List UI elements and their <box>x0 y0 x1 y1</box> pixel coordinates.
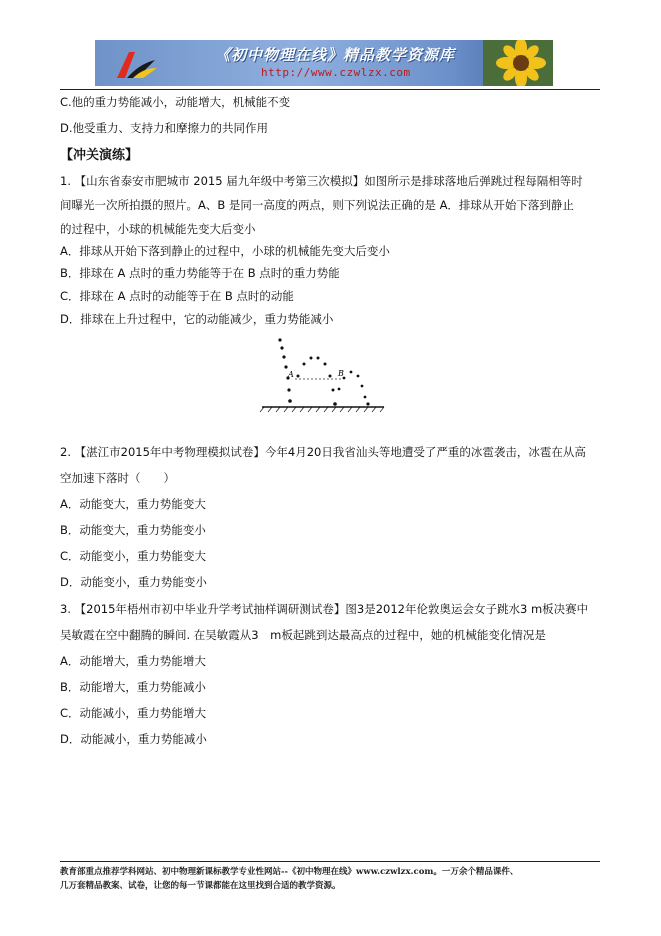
header-rule <box>60 89 600 90</box>
logo-icon <box>113 46 159 82</box>
label-a: A <box>288 370 294 379</box>
banner-title: 《初中物理在线》精品教学资源库 <box>215 46 456 64</box>
q2-stem-line-2: 空加速下落时（ ） <box>60 471 175 485</box>
q1-option-a: A．排球从开始下落到静止的过程中，小球的机械能先变大后变小 <box>60 244 390 258</box>
q1-option-d: D．排球在上升过程中，它的动能减少，重力势能减小 <box>60 312 334 326</box>
q3-option-d: D．动能减小，重力势能减小 <box>60 732 207 746</box>
q2-stem-line-1: 2. 【湛江市2015年中考物理模拟试卷】今年4月20日我省汕头等地遭受了严重的冰雹袭击，冰雹在从高 <box>60 445 586 459</box>
footer-rule <box>60 861 600 862</box>
option-d-prev: D.他受重力、支持力和摩擦力的共同作用 <box>60 121 269 135</box>
q3-option-c: C．动能减小，重力势能增大 <box>60 706 207 720</box>
label-b: B <box>338 369 344 378</box>
q2-option-d: D．动能变小，重力势能变小 <box>60 575 207 589</box>
option-c-prev: C.他的重力势能减小，动能增大，机械能不变 <box>60 95 291 109</box>
banner-url[interactable]: http://www.czwlzx.com <box>261 66 411 79</box>
q1-option-c: C．排球在 A 点时的动能等于在 B 点时的动能 <box>60 289 294 303</box>
footer-line-2: 几万套精品教案、试卷，让您的每一节课都能在这里找到合适的教学资源。 <box>60 881 341 891</box>
footer-line-1: 教育部重点推荐学科网站、初中物理新课标教学专业性网站--《初中物理在线》www.czwlzx.com。一万余个精品课件、 <box>60 867 519 877</box>
q1-option-b: B．排球在 A 点时的重力势能等于在 B 点时的重力势能 <box>60 266 340 280</box>
q3-stem-line-1: 3. 【2015年梧州市初中毕业升学考试抽样调研测试卷】图3是2012年伦敦奥运会女子跳水3 m板决赛中 <box>60 602 589 616</box>
q2-option-c: C．动能变小，重力势能变大 <box>60 549 207 563</box>
bouncing-ball-figure <box>258 334 388 414</box>
section-title: 【冲关演练】 <box>60 148 139 163</box>
q3-option-b: B．动能增大，重力势能减小 <box>60 680 206 694</box>
q1-stem-line-2: 间曝光一次所拍摄的照片。A、B 是同一高度的两点，则下列说法正确的是 A．排球从开始下落到静止 <box>60 198 574 212</box>
q2-option-a: A．动能变大，重力势能变大 <box>60 497 206 511</box>
header-banner <box>95 40 553 86</box>
sunflower-icon <box>483 40 553 86</box>
q2-option-b: B．动能变大，重力势能变小 <box>60 523 206 537</box>
q1-stem-line-1: 1. 【山东省泰安市肥城市 2015 届九年级中考第三次模拟】如图所示是排球落地后弹跳过程每隔相等时 <box>60 174 583 188</box>
q3-option-a: A．动能增大，重力势能增大 <box>60 654 206 668</box>
q1-stem-line-3: 的过程中，小球的机械能先变大后变小 <box>60 222 256 236</box>
q3-stem-line-2: 吴敏霞在空中翻腾的瞬间. 在吴敏霞从3 m板起跳到达最高点的过程中，她的机械能变化情况是 <box>60 628 546 642</box>
